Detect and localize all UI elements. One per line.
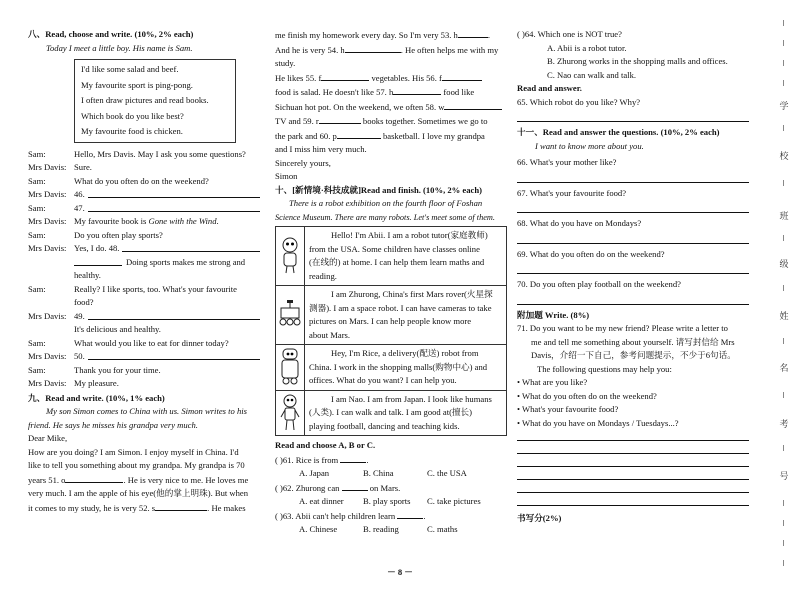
column-1: 八、Read, choose and write. (10%, 2% each) Today I meet a little boy. His name is Sam. I'd like some salad and beef. My favourite sport is ping-pong. I often draw pictures and read books. Which book do you like best? My favourite food is chicken. Sam: Hello, Mrs Davis. May I ask you some questions? Mrs Davis: Sure. Sam: What do you often do on the weekend? Mrs Davis: 46. Sam: 47. Mrs Davis: My favourite book is Gone with the Wind. Sam: Do you often play sports? Mrs Davis: Yes, I do. 48. Doing sports makes me strong and healthy. Sam: Really? I like sports, too. What's your favourite food? Mrs Davis: 49. It's delicious and healthy. Sam: What would you like to eat for dinner today? Mrs Davis: 50. Sam: Thank you for your time. Mrs Davis: My pleasure. 九、Read and write. (10%, 1% each) My son Simon comes to China with us. Simon writes to his friend. He says he misses his grandpa very much. Dear Mike, How are you doing? I am Simon. I enjoy myself in China. I'd like to tell you something about my grandpa. My grandpa is 70 years 51. o . He is very nice to me. He loves me very much. I am the apple of his eye(他的掌上明珠). But when it comes to my study, he is very 52. s . He makes	[28, 28, 260, 515]
robot-table	[275, 226, 507, 436]
section-8-intro: Today I meet a little boy. His name is Sam.	[46, 42, 193, 53]
dialogue-line: Mrs Davis: 50.	[28, 350, 260, 364]
question-67: 67. What's your favourite food?	[517, 187, 627, 198]
dialogue-line: Mrs Davis: 46.	[28, 188, 260, 202]
writing-line[interactable]	[517, 469, 749, 480]
subsection-title: Read and answer.	[517, 83, 582, 93]
option: I'd like some salad and beef.	[81, 64, 179, 74]
dialogue-line: Mrs Davis: Yes, I do. 48.	[28, 242, 260, 256]
answer-blank-51[interactable]	[65, 473, 123, 483]
handwriting-score: 书写分(2%)	[517, 513, 562, 523]
option-a[interactable]: A. Japan	[299, 468, 330, 478]
answer-blank-50[interactable]	[88, 350, 260, 360]
section-9-title: 九、Read and write. (10%, 1% each)	[28, 392, 165, 403]
option-c[interactable]: C. take pictures	[427, 496, 481, 506]
option-b[interactable]: B. reading	[363, 524, 399, 534]
dialogue-line: Mrs Davis: Sure.	[28, 162, 92, 172]
question-64: ( )64. Which one is NOT true?	[517, 29, 622, 39]
dialogue-line: Sam: Really? I like sports, too. What's your favourite	[28, 283, 237, 294]
question-63: ( )63. Abii can't help children learn .	[275, 510, 426, 521]
section-11-title: 十一、Read and answer the questions. (10%, 2% each)	[517, 127, 720, 137]
option-a[interactable]: A. eat dinner	[299, 496, 344, 506]
column-3: ( )64. Which one is NOT true? A. Abii is a robot tutor. B. Zhurong works in the shopping malls and offices. C. Nao can walk and talk. Read and answer. 65. Which robot do you like? Why? 十一、Read and answer the questions. (10%, 2% each) I want to know more about you. 66. What's your mother like? 67. What's your favourite food? 68. What do you have on Mondays? 69. What do you often do on the weekend? 70. Do you often play football on the weekend? 附加题 Write. (8%) 71. Do you want to be my new friend? Please write a letter to me and tell me something about yourself. 请写封信给 Mrs Davis，介绍一下自己，参考问题提示，不少于6句话。 The following questions may help you: • What are you like? • What do you often do on the weekend? • What's your favourite food? • What do you have on Mondays / Tuesdays...? 书写分(2%)	[517, 28, 749, 526]
option-a[interactable]: A. Chinese	[299, 524, 338, 534]
option: Which book do you like best?	[81, 110, 184, 121]
answer-blank-56[interactable]	[442, 71, 482, 81]
delivery-robot-icon	[276, 345, 305, 390]
question-61: ( )61. Rice is from .	[275, 454, 369, 465]
option-c[interactable]: C. the USA	[427, 468, 467, 478]
dialogue-line: Sam: 47.	[28, 202, 260, 216]
dialogue-line: Mrs Davis: My favourite book is Gone with the Wind.	[28, 216, 219, 226]
answer-blank-52[interactable]	[155, 501, 207, 511]
answer-line-69[interactable]	[517, 261, 749, 274]
dialogue-line: Sam: Do you often play sports?	[28, 229, 163, 240]
robot-tutor-icon	[276, 227, 305, 285]
subsection-title: Read and choose A, B or C.	[275, 440, 376, 450]
answer-blank-53[interactable]	[458, 28, 488, 38]
answer-blank-57[interactable]	[393, 85, 441, 95]
answer-blank-61-text[interactable]	[340, 453, 366, 463]
robot-row-nao: I am Nao. I am from Japan. I look like humans (人类). I can walk and talk. I am good at(擅长) playing football, dancing and teaching kids.	[275, 390, 507, 437]
question-62: ( )62. Zhurong can on Mars.	[275, 482, 401, 493]
answer-line-67[interactable]	[517, 200, 749, 213]
column-2: me finish my homework every day. So I'm very 53. h . And he is very 54. h . He often helps me with my study. He likes 55. f vegetables. His 56. f food is salad. He doesn't like 57. h food like Sichuan hot pot. On the weekend, we often 58. w TV and 59. r books together. Sometimes we go to the park and 60. p basketball. I love my grandpa and I miss him very much. Sincerely yours, Simon 十、[新情境·科技成就]Read and finish. (10%, 2% each) There is a robot exhibition on the fourth floor of Foshan Science Museum. There are many robots. Let's meet some of them. Hello! I'm Abii. I am a robot tutor(家庭教师) from the USA. Some children have classes online (在线的) at home. I can help them learn maths and reading. I am Zhurong, China's first Mars rover(火星探 测器). I am a space robot. I can have cameras to take pictures on Mars. I can help people know more about Mars. Hey, I'm Rice, a delivery(配送) robot from China. I work in the shopping malls(购物中心) and offices. What do you want? I can help you. I am Nao. I am from Japan. I look like humans (人类). I can walk and talk. I am good at(擅长) playing football, dancing and teaching kids. Read and choose A, B or C. ( )61. Rice is from . A. Japan B. China C. the USA ( )62. Zhurong can on Mars. A. eat dinner B. play sports C. take pictures ( )63. Abii can't help children learn . A. Chinese B. reading C. maths	[275, 28, 507, 537]
answer-blank-46[interactable]	[88, 188, 260, 198]
section-8-title: 八、Read, choose and write. (10%, 2% each)	[28, 29, 194, 39]
option-a[interactable]: A. Abii is a robot tutor.	[547, 42, 627, 53]
writing-line[interactable]	[517, 495, 749, 506]
option-c[interactable]: C. Nao can walk and talk.	[547, 69, 637, 80]
robot-row-abii: Hello! I'm Abii. I am a robot tutor(家庭教师) from the USA. Some children have classes online (在线的) at home. I can help them learn maths and reading.	[275, 226, 507, 285]
answer-blank-58[interactable]	[444, 100, 502, 110]
dialogue-line: Mrs Davis: 49.	[28, 310, 260, 324]
dialogue-line: Sam: What would you like to eat for dinner today?	[28, 337, 229, 348]
option-c[interactable]: C. maths	[427, 524, 458, 534]
page-number: － 8 －	[387, 567, 413, 577]
answer-blank-60[interactable]	[337, 129, 381, 139]
answer-blank-54[interactable]	[345, 43, 401, 53]
answer-blank-48-cont[interactable]	[74, 256, 122, 266]
answer-blank-59[interactable]	[319, 114, 361, 124]
robot-row-zhurong: I am Zhurong, China's first Mars rover(火星探 测器). I am a space robot. I can have cameras to take pictures on Mars. I can help people know more about Mars.	[275, 285, 507, 344]
option-b[interactable]: B. China	[363, 468, 394, 478]
question-65: 65. Which robot do you like? Why?	[517, 96, 641, 107]
answer-line-65[interactable]	[517, 109, 749, 122]
option-b[interactable]: B. Zhurong works in the shopping malls and offices.	[547, 56, 728, 66]
answer-blank-48[interactable]	[122, 242, 260, 252]
dialogue-line: Mrs Davis: My pleasure.	[28, 378, 119, 388]
dialogue-line: Sam: Hello, Mrs Davis. May I ask you some questions?	[28, 148, 246, 159]
writing-line[interactable]	[517, 456, 749, 467]
question-70: 70. Do you often play football on the weekend?	[517, 279, 681, 289]
answer-line-66[interactable]	[517, 170, 749, 183]
answer-blank-47[interactable]	[88, 202, 260, 212]
dialogue-line: Sam: Thank you for your time.	[28, 364, 161, 375]
option-b[interactable]: B. play sports	[363, 496, 411, 506]
mars-rover-icon	[276, 286, 305, 344]
humanoid-robot-icon	[276, 391, 305, 436]
question-66: 66. What's your mother like?	[517, 157, 617, 167]
writing-line[interactable]	[517, 482, 749, 493]
dialogue-line: Sam: What do you often do on the weekend?	[28, 175, 209, 186]
option-box	[74, 59, 236, 143]
writing-line[interactable]	[517, 430, 749, 441]
answer-line-70[interactable]	[517, 292, 749, 305]
answer-line-68[interactable]	[517, 231, 749, 244]
answer-blank-55[interactable]	[321, 71, 369, 81]
section-10-title: 十、[新情境·科技成就]Read and finish. (10%, 2% each)	[275, 184, 482, 195]
question-68: 68. What do you have on Mondays?	[517, 218, 642, 228]
question-69: 69. What do you often do on the weekend?	[517, 248, 665, 259]
writing-line[interactable]	[517, 443, 749, 454]
answer-blank-62-text[interactable]	[342, 481, 368, 491]
option: I often draw pictures and read books.	[81, 95, 209, 105]
option: My favourite food is chicken.	[81, 126, 183, 136]
binding-margin: 学 校 班 级 姓 名 考 号	[776, 0, 792, 592]
robot-row-rice: Hey, I'm Rice, a delivery(配送) robot from China. I work in the shopping malls(购物中心) and offices. What do you want? I can help you.	[275, 344, 507, 390]
answer-blank-63-text[interactable]	[397, 509, 423, 519]
extra-title: 附加题 Write. (8%)	[517, 309, 590, 320]
answer-blank-49[interactable]	[88, 310, 260, 320]
option: My favourite sport is ping-pong.	[81, 79, 193, 90]
